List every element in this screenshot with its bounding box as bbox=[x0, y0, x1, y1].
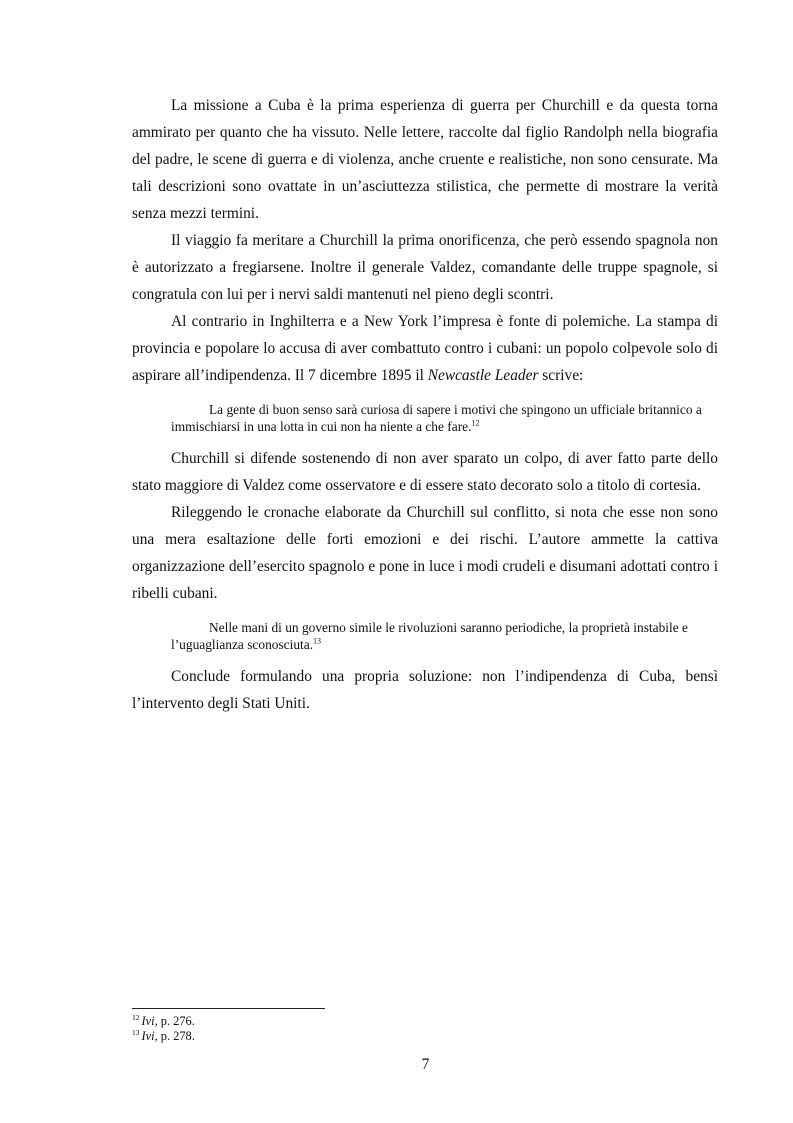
paragraph-5: Rileggendo le cronache elaborate da Churchill sul conflitto, si nota che esse non sono una mera esaltazione delle forti emozioni e dei rischi. L’autore ammette la cattiva organizzazione dell’esercito spagnolo e pone in luce i modi crudeli e disumani adottati contro i ribelli cubani. bbox=[132, 504, 718, 602]
body-text bbox=[132, 92, 718, 717]
footnote-number: 13 bbox=[132, 1027, 140, 1037]
block-quote-2 bbox=[171, 619, 711, 653]
paragraph-1: La missione a Cuba è la prima esperienza di guerra per Churchill e da questa torna ammirato per quanto che ha vissuto. Nelle lettere, raccolte dal figlio Randolph nella biografia del padre, le scene di guerra e di violenza, anche cruente e realistiche, non sono censurate. Ma tali descrizioni sono ovattate in un’asciuttezza stilistica, che permette di mostrare la verità senza mezzi termini. bbox=[132, 97, 718, 222]
quote-2-text: Nelle mani di un governo simile le rivoluzioni saranno periodiche, la proprietà instabile e l’uguaglianza sconosciuta. bbox=[171, 620, 688, 652]
paragraph-3 bbox=[132, 308, 718, 389]
quote-1-text: La gente di buon senso sarà curiosa di sapere i motivi che spingono un ufficiale britannico a immischiarsi in una lotta in cui non ha niente a che fare. bbox=[171, 402, 702, 434]
footnotes bbox=[132, 1014, 195, 1044]
footnote-source: Ivi, bbox=[141, 1029, 158, 1043]
footnote-source: Ivi, bbox=[141, 1014, 158, 1028]
footnote-13 bbox=[132, 1029, 195, 1044]
footnote-12 bbox=[132, 1014, 195, 1029]
paragraph-6: Conclude formulando una propria soluzione: non l’indipendenza di Cuba, bensì l’intervento degli Stati Uniti. bbox=[132, 668, 718, 712]
page-number: 7 bbox=[421, 1056, 430, 1073]
block-quote-1 bbox=[171, 401, 711, 435]
paragraph-2: Il viaggio fa meritare a Churchill la prima onorificenza, che però essendo spagnola non è autorizzato a fregiarsene. Inoltre il generale Valdez, comandante delle truppe spagnole, si congratula con lui per i nervi saldi mantenuti nel pieno degli scontri. bbox=[132, 232, 718, 303]
newspaper-title: Newcastle Leader bbox=[427, 367, 539, 384]
footnote-ref-12[interactable]: 12 bbox=[471, 418, 480, 428]
footnote-page: p. 276. bbox=[157, 1014, 195, 1028]
footnote-number: 12 bbox=[132, 1012, 140, 1022]
footnote-ref-13[interactable]: 13 bbox=[313, 636, 322, 646]
paragraph-3-tail: scrive: bbox=[538, 367, 584, 384]
paragraph-3-text: Al contrario in Inghilterra e a New York l’impresa è fonte di polemiche. La stampa di provincia e popolare lo accusa di aver combattuto contro i cubani: un popolo colpevole solo di aspirare all’indipendenza. Il 7 dicembre 1895 il bbox=[132, 313, 718, 384]
paragraph-4: Churchill si difende sostenendo di non aver sparato un colpo, di aver fatto parte dello stato maggiore di Valdez come osservatore e di essere stato decorato solo a titolo di cortesia. bbox=[132, 450, 718, 494]
footnote-divider bbox=[132, 1008, 325, 1009]
footnote-page: p. 278. bbox=[157, 1029, 195, 1043]
